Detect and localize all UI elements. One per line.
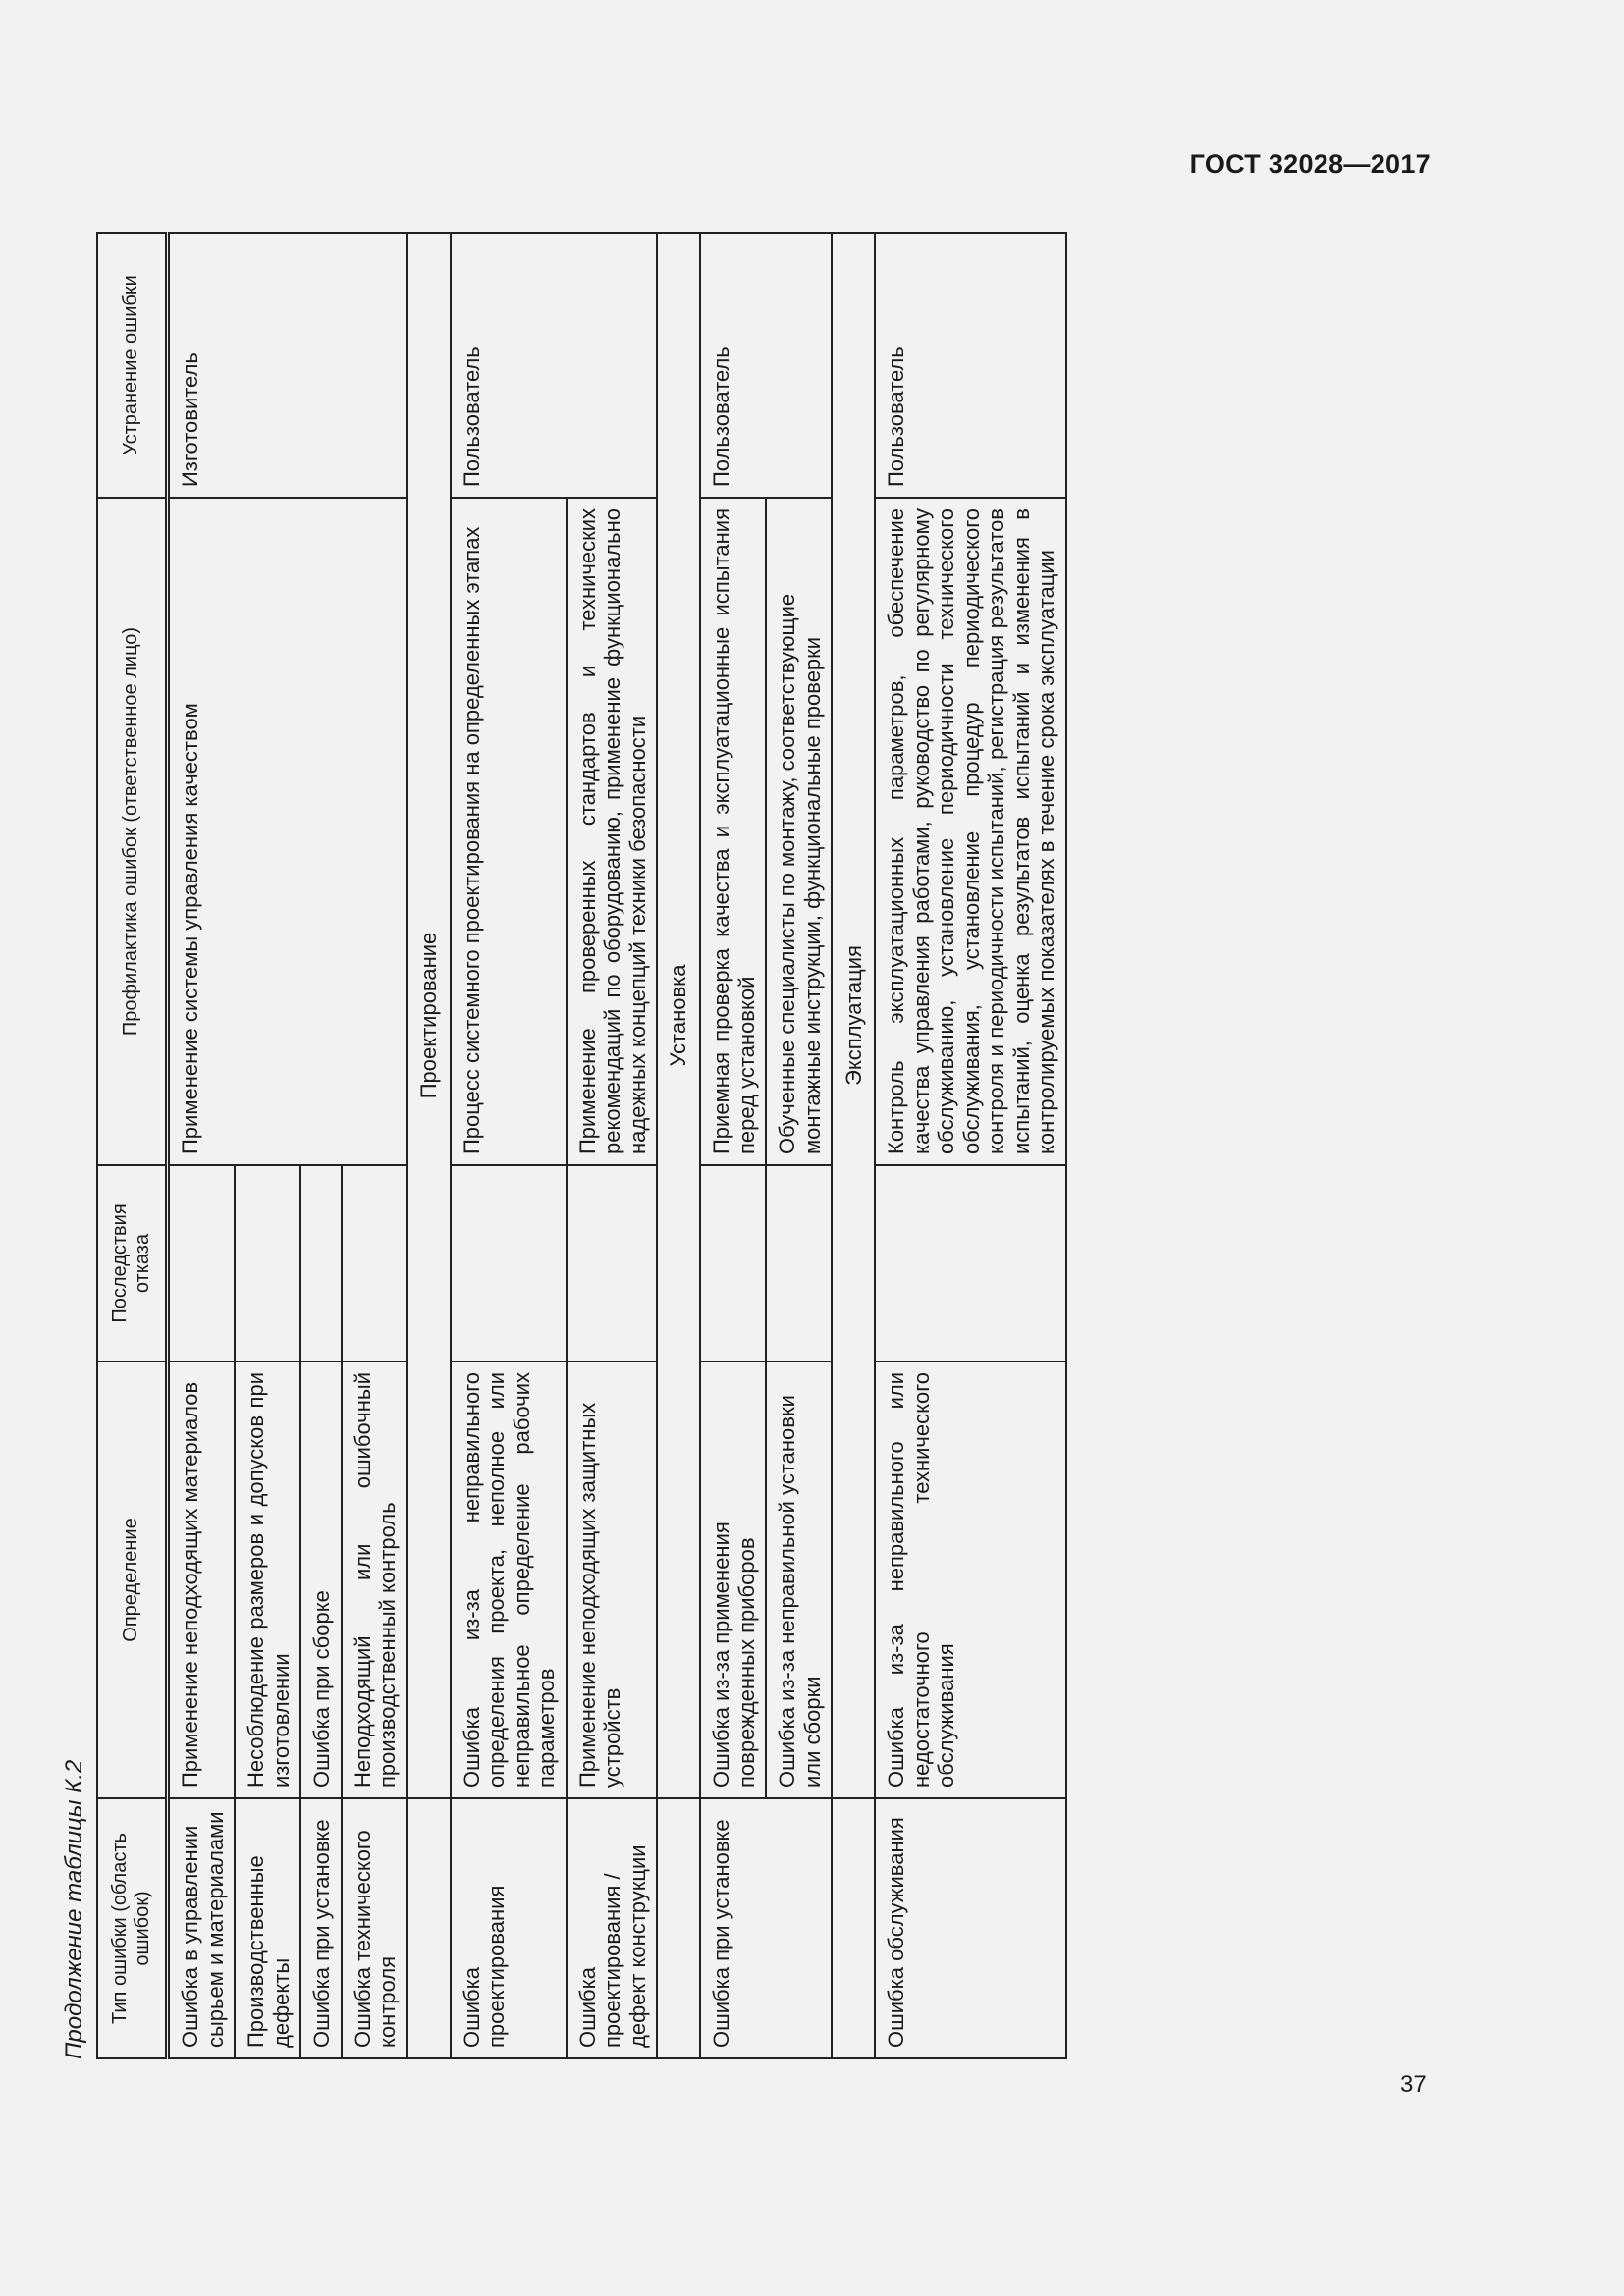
cell-consequences (875, 1165, 1066, 1362)
error-table (96, 232, 1067, 2059)
cell-prevention: Обученные специалисты по монтажу, соответствующие монтажные инструкции, функциональные проверки (766, 498, 832, 1165)
cell-error-type: Ошибка технического контроля (342, 1798, 407, 2058)
section-spacer-cell (657, 1798, 700, 2058)
cell-remedy: Изготовитель (168, 233, 407, 498)
rotated-table-container (61, 234, 1324, 2059)
cell-definition: Применение неподходящих материалов (168, 1362, 236, 1798)
cell-error-type: Ошибка обслуживания (875, 1798, 1066, 2058)
section-title-operation: Эксплуатация (832, 233, 875, 1798)
col-header-remedy: Устранение ошибки (97, 233, 168, 498)
cell-definition: Применение неподходящих защитных устройств (567, 1362, 658, 1798)
cell-remedy: Пользователь (700, 233, 832, 498)
section-row (407, 233, 451, 2058)
cell-error-type: Ошибка проектирования / дефект конструкции (567, 1798, 658, 2058)
cell-definition: Ошибка при сборке (300, 1362, 342, 1798)
page-number: 37 (1400, 2071, 1427, 2098)
table-header-row (97, 233, 168, 2058)
cell-error-type: Ошибка при установке (300, 1798, 342, 2058)
cell-consequences (700, 1165, 766, 1362)
section-row (832, 233, 875, 2058)
table-row (700, 233, 766, 2058)
cell-prevention: Процесс системного проектирования на определенных этапах (451, 498, 567, 1165)
col-header-error-type: Тип ошибки (область ошибок) (97, 1798, 168, 2058)
cell-consequences (567, 1165, 658, 1362)
table-row (168, 233, 236, 2058)
cell-definition: Ошибка из-за неправильного или недостаточного технического обслуживания (875, 1362, 1066, 1798)
section-row (657, 233, 700, 2058)
cell-definition: Ошибка из-за неправильного определения проекта, неполное или неправильное определение рабочих параметров (451, 1362, 567, 1798)
col-header-definition: Определение (97, 1362, 168, 1798)
section-spacer-cell (407, 1798, 451, 2058)
cell-error-type: Ошибка в управлении сырьем и материалами (168, 1798, 236, 2058)
cell-prevention: Контроль эксплуатационных параметров, обеспечение качества управления работами, руководство по регулярному обслуживанию, установление периодичности технического обслуживания, установление процедур периодического контроля и периодичности испытаний, регистрация результатов испытаний, оценка результатов испытаний и изменения в контролируемых показателях в течение срока эксплуатации (875, 498, 1066, 1165)
cell-error-type: Производственные дефекты (235, 1798, 300, 2058)
cell-error-type: Ошибка при установке (700, 1798, 832, 2058)
table-row (766, 233, 832, 2058)
section-spacer-cell (832, 1798, 875, 2058)
cell-prevention: Приемная проверка качества и эксплуатационные испытания перед установкой (700, 498, 766, 1165)
col-header-consequences: Последствия отказа (97, 1165, 168, 1362)
cell-definition: Ошибка из-за применения поврежденных приборов (700, 1362, 766, 1798)
cell-prevention: Применение проверенных стандартов и технических рекомендаций по оборудованию, применение функционально надежных концепций техники безопасности (567, 498, 658, 1165)
cell-definition: Неподходящий или ошибочный производственный контроль (342, 1362, 407, 1798)
cell-definition: Несоблюдение размеров и допусков при изготовлении (235, 1362, 300, 1798)
table-row (875, 233, 1066, 2058)
cell-remedy: Пользователь (451, 233, 658, 498)
table-caption: Продолжение таблицы К.2 (61, 1759, 87, 2059)
cell-consequences (342, 1165, 407, 1362)
document-header: ГОСТ 32028—2017 (1189, 149, 1431, 179)
cell-consequences (766, 1165, 832, 1362)
cell-consequences (300, 1165, 342, 1362)
table-row (567, 233, 658, 2058)
cell-remedy: Пользователь (875, 233, 1066, 498)
section-title-installation: Установка (657, 233, 700, 1798)
table-row (451, 233, 567, 2058)
cell-consequences (168, 1165, 236, 1362)
cell-definition: Ошибка из-за неправильной установки или сборки (766, 1362, 832, 1798)
cell-consequences (451, 1165, 567, 1362)
cell-prevention: Применение системы управления качеством (168, 498, 407, 1165)
cell-consequences (235, 1165, 300, 1362)
section-title-design: Проектирование (407, 233, 451, 1798)
col-header-prevention: Профилактика ошибок (ответственное лицо) (97, 498, 168, 1165)
cell-error-type: Ошибка проектирования (451, 1798, 567, 2058)
